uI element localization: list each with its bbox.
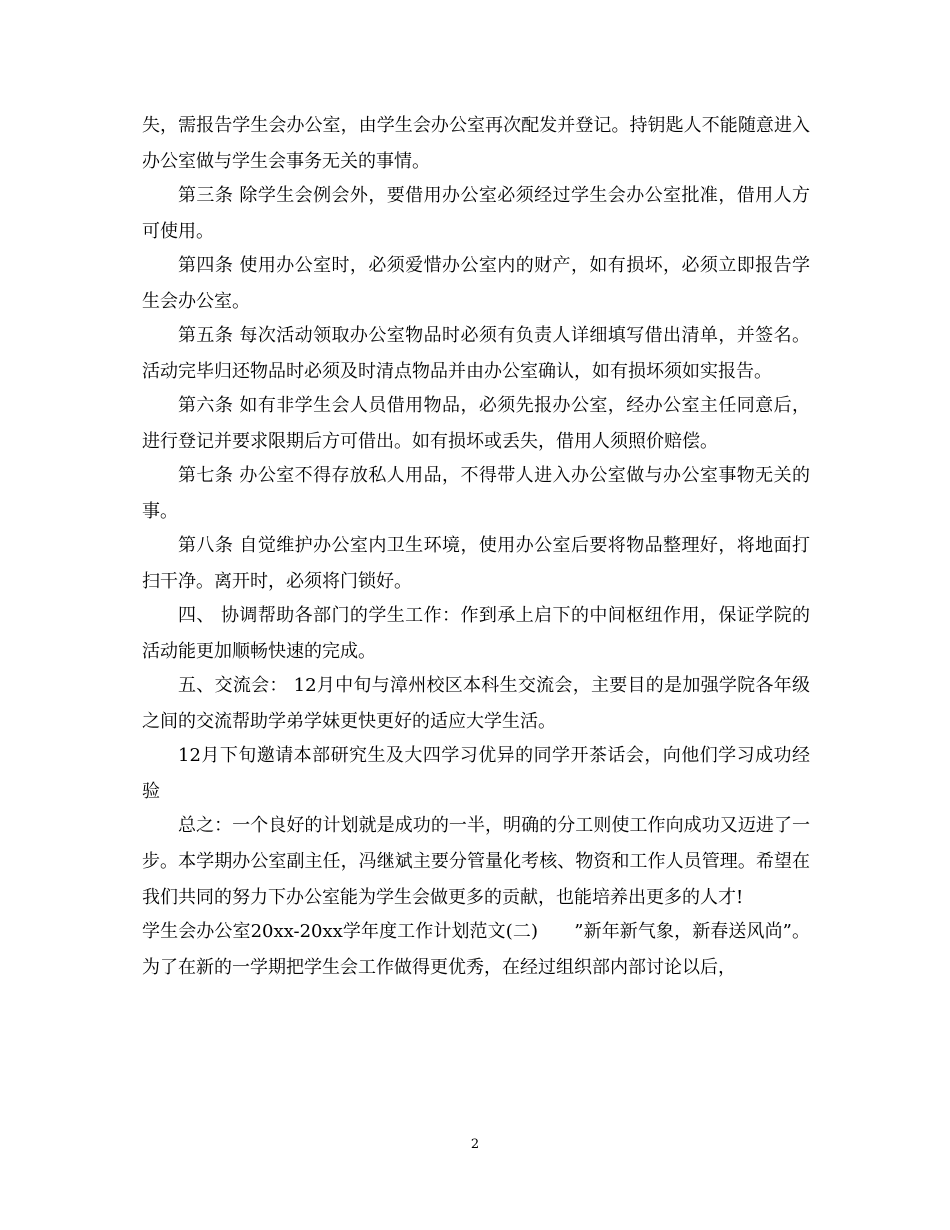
paragraph-article-4: 第四条 使用办公室时，必须爱惜办公室内的财产，如有损坏，必须立即报告学生会办公室。 [142,255,810,312]
paragraph-article-7: 第七条 办公室不得存放私人用品，不得带人进入办公室做与办公室事物无关的事。 [142,465,810,522]
paragraph-summary: 总之：一个良好的计划就是成功的一半，明确的分工则使工作向成功又迈进了一步。本学期办公室副主任，冯继斌主要分管量化考核、物资和工作人员管理。希望在我们共同的努力下办公室能为学生会做更多的贡献，也能培养出更多的人才! [142,815,810,908]
paragraph-tea-party: 12月下旬邀请本部研究生及大四学习优异的同学开茶话会，向他们学习成功经验 [142,745,810,802]
paragraph-section-5: 五、交流会： 12月中旬与漳州校区本科生交流会，主要目的是加强学院各年级之间的交流帮助学弟学妹更快更好的适应大学生活。 [142,675,810,732]
paragraph-section-4: 四、 协调帮助各部门的学生工作：作到承上启下的中间枢纽作用，保证学院的活动能更加顺畅快速的完成。 [142,605,810,662]
paragraph-article-5: 第五条 每次活动领取办公室物品时必须有负责人详细填写借出清单，并签名。活动完毕归还物品时必须及时清点物品并由办公室确认，如有损坏须如实报告。 [142,325,810,382]
document-body [142,108,810,986]
page-number: 2 [470,1137,480,1152]
paragraph-article-6: 第六条 如有非学生会人员借用物品，必须先报办公室，经办公室主任同意后，进行登记并要求限期后方可借出。如有损坏或丢失，借用人须照价赔偿。 [142,395,810,452]
paragraph-next-article: 学生会办公室20xx-20xx学年度工作计划范文(二) ”新年新气象，新春送风尚”。为了在新的一学期把学生会工作做得更优秀，在经过组织部内部讨论以后， [142,921,810,978]
paragraph-article-8: 第八条 自觉维护办公室内卫生环境，使用办公室后要将物品整理好，将地面打扫干净。离开时，必须将门锁好。 [142,535,810,592]
paragraph-key-custody: 失，需报告学生会办公室，由学生会办公室再次配发并登记。持钥匙人不能随意进入办公室做与学生会事务无关的事情。 [142,115,810,172]
paragraph-article-3: 第三条 除学生会例会外，要借用办公室必须经过学生会办公室批准，借用人方可使用。 [142,185,810,242]
